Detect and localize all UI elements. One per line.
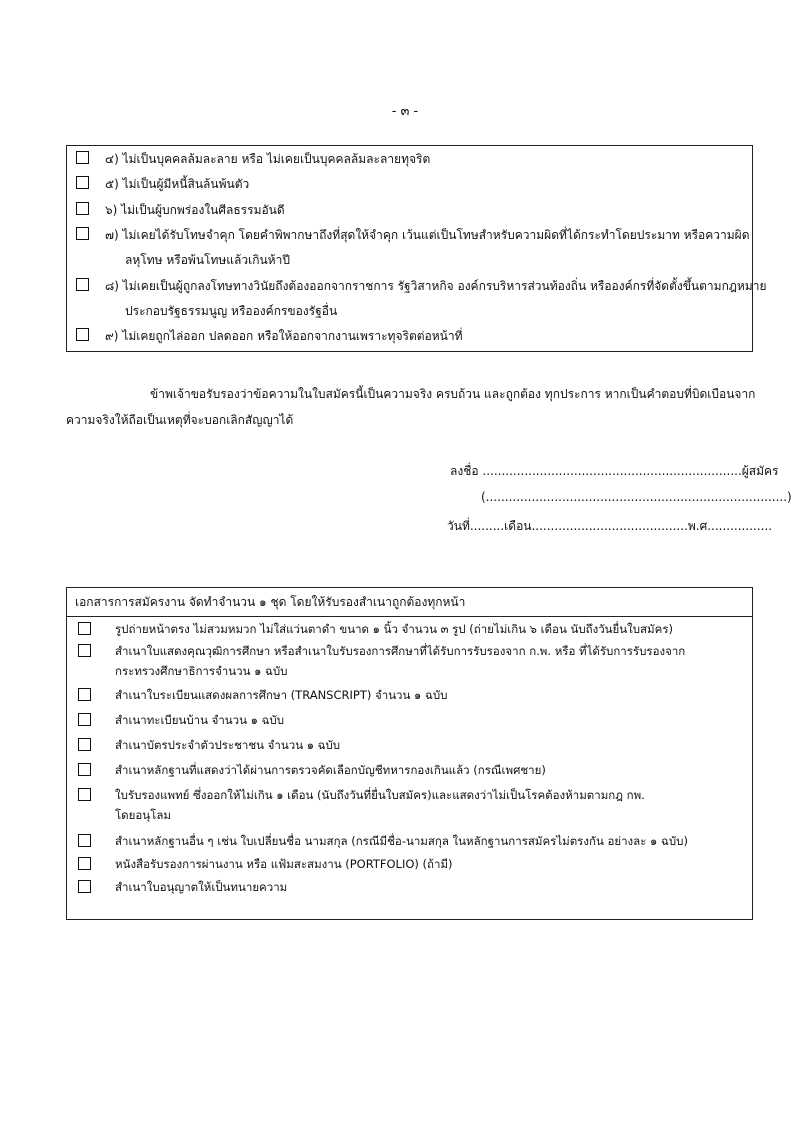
page-number: - ๓ - (391, 104, 419, 119)
checkbox[interactable] (78, 834, 91, 847)
checkbox[interactable] (78, 788, 91, 801)
checkbox[interactable] (76, 278, 89, 291)
checkbox[interactable] (76, 328, 89, 341)
document-text: สำเนาหลักฐานอื่น ๆ เช่น ใบเปลี่ยนชื่อ นามสกุล (กรณีมีชื่อ-นามสกุล ในหลักฐานการสมัครไม่ตรงกัน อย่างละ ๑ ฉบับ) (115, 834, 688, 848)
documents-box (66, 587, 753, 920)
checkbox[interactable] (78, 688, 91, 701)
qualification-text: ๗) ไม่เคยได้รับโทษจำคุก โดยคำพิพากษาถึงที่สุดให้จำคุก เว้นแต่เป็นโทษสำหรับความผิดที่ได้กระทำโดยประมาท หรือความผิด (105, 228, 750, 242)
declaration-line-1: ข้าพเจ้าขอรับรองว่าข้อความในใบสมัครนี้เป็นความจริง ครบถ้วน และถูกต้อง ทุกประการ หากเป็นคำตอบที่บิดเบือนจาก (150, 387, 756, 401)
checkbox[interactable] (76, 176, 89, 189)
signature-name-line: (...............................................................................) (481, 490, 792, 504)
document-text-cont: โดยอนุโลม (115, 808, 171, 822)
document-item (67, 785, 752, 825)
qualifications-box (66, 145, 767, 352)
declaration-line-2: ความจริงให้ถือเป็นเหตุที่จะบอกเลิกสัญญาได้ (66, 413, 294, 427)
documents-title: เอกสารการสมัครงาน จัดทำจำนวน ๑ ชุด โดยให้รับรองสำเนาถูกต้องทุกหน้า (75, 595, 466, 609)
document-text: สำเนาหลักฐานที่แสดงว่าได้ผ่านการตรวจคัดเลือกบัญชีทหารกองเกินแล้ว (กรณีเพศชาย) (115, 763, 546, 777)
qualification-text: ๘) ไม่เคยเป็นผู้ถูกลงโทษทางวินัยถึงต้องออกจากราชการ รัฐวิสาหกิจ องค์กรบริหารส่วนท้องถิ่น หรือองค์กรที่จัดตั้งขึ้นตามกฎหมาย (105, 279, 767, 293)
document-text: ใบรับรองแพทย์ ซึ่งออกให้ไม่เกิน ๑ เดือน (นับถึงวันที่ยื่นใบสมัคร)และแสดงว่าไม่เป็นโรคต้องห้ามตามกฎ กพ. (115, 788, 645, 802)
qualification-text: ๕) ไม่เป็นผู้มีหนี้สินล้นพ้นตัว (105, 177, 250, 191)
signature-date-line: วันที่.........เดือน.........................................พ.ศ................. (447, 519, 773, 533)
document-text-cont: กระทรวงศึกษาธิการจำนวน ๑ ฉบับ (115, 664, 288, 678)
qualification-text-cont: ประกอบรัฐธรรมนูญ หรือองค์กรของรัฐอื่น (125, 304, 338, 318)
qualification-text: ๙) ไม่เคยถูกไล่ออก ปลดออก หรือให้ออกจากงานเพราะทุจริตต่อหน้าที่ (105, 329, 463, 343)
qualification-item (67, 273, 767, 325)
checkbox[interactable] (76, 202, 89, 215)
document-text: รูปถ่ายหน้าตรง ไม่สวมหมวก ไม่ใส่แว่นตาดำ ขนาด ๑ นิ้ว จำนวน ๓ รูป (ถ่ายไม่เกิน ๖ เดือน นับถึงวันยื่นใบสมัคร) (115, 622, 673, 636)
checkbox[interactable] (78, 622, 91, 635)
checkbox[interactable] (78, 644, 91, 657)
document-text: สำเนาใบแสดงคุณวุฒิการศึกษา หรือสำเนาใบรับรองการศึกษาที่ได้รับการรับรองจาก ก.พ. หรือ ที่ได้รับการรับรองจาก (115, 644, 686, 658)
document-text: สำเนาทะเบียนบ้าน จำนวน ๑ ฉบับ (115, 713, 285, 727)
checkbox[interactable] (78, 763, 91, 776)
document-text: หนังสือรับรองการผ่านงาน หรือ แฟ้มสะสมงาน (PORTFOLIO) (ถ้ามี) (115, 857, 453, 871)
document-text: สำเนาใบอนุญาตให้เป็นทนายความ (115, 880, 288, 894)
qualification-text: ๔) ไม่เป็นบุคคลล้มละลาย หรือ ไม่เคยเป็นบุคคลล้มละลายทุจริต (105, 152, 431, 166)
checkbox[interactable] (78, 857, 91, 870)
checkbox[interactable] (78, 880, 91, 893)
checkbox[interactable] (78, 738, 91, 751)
checkbox[interactable] (76, 151, 89, 164)
checkbox[interactable] (76, 227, 89, 240)
qualification-item (67, 222, 752, 274)
qualification-text: ๖) ไม่เป็นผู้บกพร่องในศีลธรรมอันดี (105, 203, 285, 217)
signature-line: ลงชื่อ ....................................................................ผู้สมัคร (450, 464, 779, 478)
checkbox[interactable] (78, 713, 91, 726)
document-text: สำเนาใบระเบียนแสดงผลการศึกษา (TRANSCRIPT) จำนวน ๑ ฉบับ (115, 688, 448, 702)
divider (67, 616, 752, 617)
qualification-text-cont: ลหุโทษ หรือพ้นโทษแล้วเกินห้าปี (125, 253, 290, 267)
document-item (67, 641, 752, 681)
document-text: สำเนาบัตรประจำตัวประชาชน จำนวน ๑ ฉบับ (115, 738, 341, 752)
